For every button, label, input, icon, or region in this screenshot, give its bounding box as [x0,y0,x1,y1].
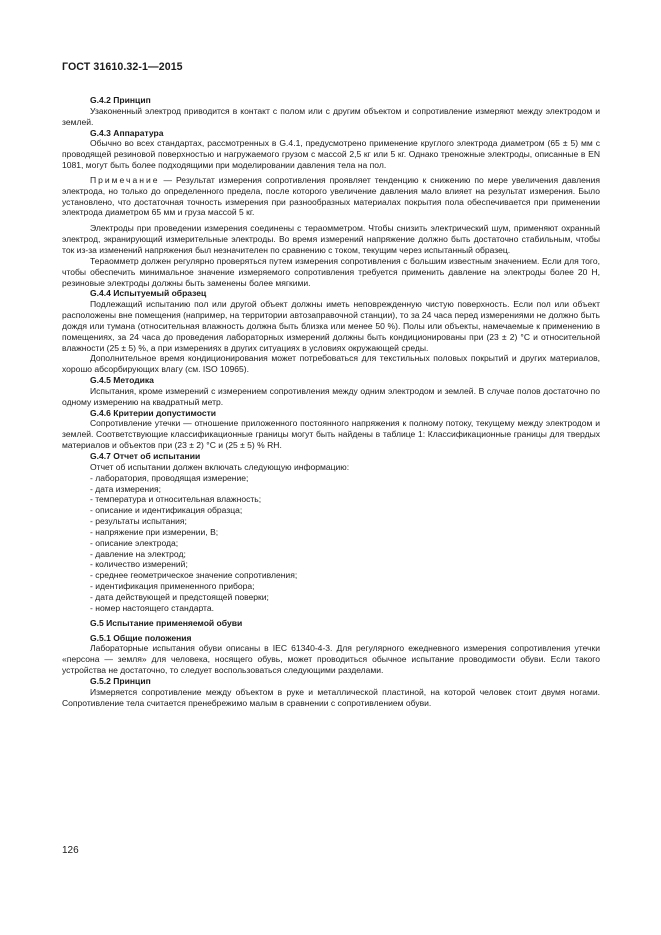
section-heading: G.4.7 Отчет об испытании [90,451,201,461]
paragraph: Подлежащий испытанию пол или другой объект должны иметь неповрежденную чистую поверхность. Если пол или объект расположены вне помещения (например, на территории автозаправочной станции), то за 24 часа перед измерениями не должно быть дождя или тумана (относительная влажность должна быть близка или менее 50 %). Полы или объекты, намечаемые к применению в помещениях, за 24 часа до проведения лабораторных измерений должны быть кондиционированы при (23 ± 2) °С и относительной влажности (25 ± 5) %, а при измерениях в других ситуациях в условиях окружающей среды. [62,299,600,353]
paragraph: Сопротивление утечки — отношение приложенного постоянного напряжения к полному потоку, текущему между электродом и землей. Соответствующие классификационные границы могут быть найдены в таблице 1: Классификационные границы для твердых материалов и объектов при (23 ± 2) °С и (25 ± 5) % RH. [62,418,600,451]
paragraph: Лабораторные испытания обуви описаны в IEC 61340-4-3. Для регулярного ежедневного измерения сопротивления утечки «персона — земля» для человека, носящего обувь, может проводиться обычное испытание проводимости обуви. Если такого устройства не достаточно, то следует воспользоваться следующими разделами. [62,643,600,676]
list-item: - номер настоящего стандарта. [90,602,214,613]
page-number: 126 [62,845,79,856]
section-heading: G.4.2 Принцип [90,95,151,105]
list-item: - описание электрода; [90,537,179,548]
paragraph: Электроды при проведении измерения соединены с тераомметром. Чтобы снизить электрический шум, применяют охранный электрод, экранирующий измерительные электроды. Во время измерений напряжение должно быть достаточно стабильным, чтобы ток из-за изменений напряжения был незначителен по сравнению с током, текущим через испытанный образец. [62,223,600,255]
report-items-list [62,473,600,614]
section-heading: G.4.4 Испытуемый образец [90,288,207,299]
paragraph: Тераомметр должен регулярно проверяться путем измерения сопротивления с большим известным значением. Если для того, чтобы обеспечить минимальное значение измеряемого сопротивления требуется применить давление на электроды более 20 Н, резиновые электроды должны быть заменены более мягкими. [62,255,600,288]
note [62,175,600,218]
document-body [62,95,600,708]
list-item: - идентификация примененного прибора; [90,581,255,592]
section-heading: G.4.6 Критерии допустимости [90,407,217,418]
paragraph: Дополнительное время кондиционирования может потребоваться для текстильных половых покрытий и других материалов, хорошо абсорбирующих влагу (см. ISO 10965). [62,353,600,375]
list-item: - дата действующей и предстоящей поверки; [90,591,269,602]
list-item: - температура и относительная влажность; [90,494,262,505]
list-item: - лаборатория, проводящая измерение; [90,472,249,483]
list-item: - количество измерений; [90,559,188,570]
list-item: - среднее геометрическое значение сопротивления; [90,570,298,581]
section-heading: G.5.1 Общие положения [90,632,192,643]
paragraph: Испытания, кроме измерений с измерением сопротивления между одним электродом и землей. В случае полов достаточно по одному измерению на квадратный метр. [62,385,600,407]
note-text: — Результат измерения сопротивления проявляет тенденцию к снижению по мере увеличения давления электрода, но только до определенного предела, после которого увеличение давления мало влияет на результат измерения. Было установлено, что достаточная точность измерения при разнообразных материалах покрытия пола обеспечивается при применении электрода диаметром 65 мм и груза массой 5 кг. [62,174,600,218]
section-heading: G.4.3 Аппаратура [90,127,164,138]
list-item: - напряжение при измерении, В; [90,526,219,537]
paragraph: Измеряется сопротивление между объектом в руке и металлической пластиной, на которой человек стоит двумя ногами. Сопротивление тела считается пренебрежимо малым в сравнении с сопротивлением обуви. [62,686,600,708]
paragraph: Узаконенный электрод приводится в контакт с полом или с другим объектом и сопротивление измеряют между электродом и землей. [62,105,600,127]
paragraph: Обычно во всех стандартах, рассмотренных в G.4.1, предусмотрено применение круглого электрода диаметром (65 ± 5) мм с проводящей резиновой поверхностью и нагружаемого грузом с массой 2,5 кг или 5 кг. Однако треножные электроды, описанные в EN 1081, могут быть более подходящими при моделировании давления тела на пол. [62,138,600,171]
list-item: - давление на электрод; [90,548,186,559]
section-heading: G.5 Испытание применяемой обуви [90,617,243,628]
list-intro: Отчет об испытании должен включать следующую информацию: [90,461,350,472]
list-item: - дата измерения; [90,483,162,494]
list-item: - описание и идентификация образца; [90,505,243,516]
standard-designation: ГОСТ 31610.32-1—2015 [62,61,183,73]
note-label: Примечание [90,174,160,185]
section-heading: G.5.2 Принцип [90,675,151,686]
section-heading: G.4.5 Методика [90,375,154,386]
list-item: - результаты испытания; [90,516,187,527]
